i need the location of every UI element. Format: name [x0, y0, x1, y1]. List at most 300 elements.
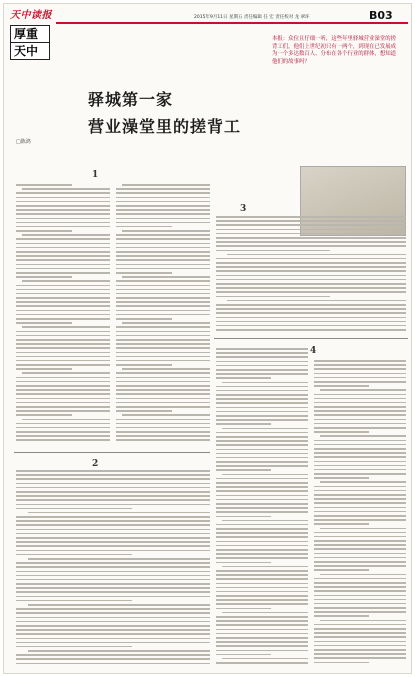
- text-line: [314, 645, 406, 647]
- text-line: [314, 540, 406, 542]
- text-line: [216, 633, 308, 635]
- text-line: [216, 461, 308, 463]
- text-line: [16, 381, 110, 383]
- text-line: [216, 637, 308, 639]
- text-line: [16, 625, 210, 627]
- text-line: [216, 419, 308, 421]
- text-line: [16, 646, 132, 648]
- text-line: [116, 402, 210, 404]
- text-line: [216, 528, 308, 530]
- text-line: [216, 369, 308, 371]
- text-line: [116, 360, 210, 362]
- text-line: [314, 548, 406, 550]
- text-line: [116, 377, 210, 379]
- text-line: [16, 654, 210, 656]
- text-line: [16, 322, 72, 324]
- text-line: [16, 339, 110, 341]
- text-line: [16, 393, 110, 395]
- text-line: [16, 343, 110, 345]
- text-line: [116, 293, 210, 295]
- article-dek: 本报：众位且仔细一听，这些年里驿城营业澡堂的搓背工们，他们上世纪初只有一两个，到现在已发展成为一个多达数百人、分布在各个行业的群体，想知道他们的故事吗？: [272, 36, 396, 65]
- text-line: [22, 234, 110, 236]
- text-line: [16, 550, 210, 552]
- text-line: [16, 377, 110, 379]
- text-line: [216, 536, 308, 538]
- text-line: [314, 448, 406, 450]
- text-line: [216, 453, 308, 455]
- text-line: [216, 495, 308, 497]
- text-line: [216, 258, 406, 260]
- text-line: [116, 389, 210, 391]
- text-line: [16, 554, 132, 556]
- text-line: [222, 474, 308, 476]
- text-line: [314, 377, 406, 379]
- text-line: [16, 524, 210, 526]
- text-line: [16, 431, 110, 433]
- text-line: [16, 310, 110, 312]
- text-line: [314, 360, 406, 362]
- text-line: [216, 250, 330, 252]
- headline-line-1: 驿城第一家: [88, 90, 174, 109]
- text-line: [314, 394, 406, 396]
- text-line: [216, 599, 308, 601]
- text-line: [314, 519, 406, 521]
- masthead: [10, 6, 52, 60]
- text-line: [216, 224, 406, 226]
- text-line: [116, 335, 210, 337]
- text-line: [216, 365, 308, 367]
- text-line: [16, 642, 210, 644]
- text-line: [16, 352, 110, 354]
- text-line: [314, 507, 406, 509]
- text-line: [116, 435, 210, 437]
- text-line: [16, 483, 210, 485]
- text-line: [216, 595, 308, 597]
- text-line: [116, 243, 210, 245]
- text-line: [216, 329, 406, 331]
- text-line: [116, 247, 210, 249]
- text-line: [314, 615, 369, 617]
- text-line: [116, 226, 172, 228]
- text-line: [216, 386, 308, 388]
- text-line: [116, 272, 172, 274]
- text-line: [16, 414, 72, 416]
- text-line: [22, 188, 110, 190]
- text-line: [227, 300, 406, 302]
- text-line: [16, 566, 210, 568]
- text-line: [16, 658, 210, 660]
- text-line: [216, 465, 308, 467]
- text-line: [216, 415, 308, 417]
- text-line: [216, 570, 308, 572]
- text-line: [116, 331, 210, 333]
- section-badge: [10, 25, 50, 60]
- text-line: [314, 364, 406, 366]
- text-line: [16, 545, 210, 547]
- text-line: [314, 586, 406, 588]
- text-line: [314, 385, 369, 387]
- text-line: [116, 205, 210, 207]
- text-line: [216, 308, 406, 310]
- text-line: [16, 621, 210, 623]
- text-line: [222, 382, 308, 384]
- text-line: [122, 322, 210, 324]
- text-line: [314, 486, 406, 488]
- text-line: [16, 591, 210, 593]
- text-line: [227, 254, 406, 256]
- text-line: [16, 439, 110, 441]
- text-column: [216, 216, 406, 334]
- text-line: [16, 289, 110, 291]
- text-line: [314, 532, 406, 534]
- text-line: [314, 477, 369, 479]
- text-line: [216, 482, 308, 484]
- text-line: [216, 245, 406, 247]
- text-line: [16, 633, 210, 635]
- text-line: [116, 398, 210, 400]
- text-column: [314, 360, 406, 670]
- text-line: [216, 457, 308, 459]
- text-line: [116, 318, 172, 320]
- text-line: [16, 230, 72, 232]
- text-line: [16, 247, 110, 249]
- text-line: [216, 486, 308, 488]
- text-line: [16, 356, 110, 358]
- text-line: [116, 255, 210, 257]
- text-line: [216, 608, 271, 610]
- text-line: [16, 499, 210, 501]
- text-line: [314, 427, 406, 429]
- text-line: [16, 533, 210, 535]
- text-line: [314, 490, 406, 492]
- text-line: [28, 558, 210, 560]
- text-line: [216, 662, 308, 664]
- text-line: [116, 372, 210, 374]
- text-line: [314, 599, 406, 601]
- text-line: [216, 398, 308, 400]
- text-line: [314, 649, 406, 651]
- text-line: [116, 326, 210, 328]
- text-line: [16, 410, 110, 412]
- text-line: [116, 423, 210, 425]
- text-line: [16, 571, 210, 573]
- text-line: [16, 255, 110, 257]
- text-line: [16, 259, 110, 261]
- text-line: [314, 473, 406, 475]
- text-line: [28, 604, 210, 606]
- text-line: [16, 305, 110, 307]
- text-line: [314, 557, 406, 559]
- text-line: [116, 264, 210, 266]
- text-line: [16, 301, 110, 303]
- text-line: [16, 238, 110, 240]
- text-line: [22, 419, 110, 421]
- text-line: [116, 310, 210, 312]
- text-line: [16, 516, 210, 518]
- text-line: [314, 368, 406, 370]
- text-line: [314, 498, 406, 500]
- text-line: [116, 419, 210, 421]
- text-line: [216, 394, 308, 396]
- text-line: [216, 524, 308, 526]
- text-line: [116, 201, 210, 203]
- text-line: [216, 233, 406, 235]
- text-line: [16, 663, 210, 665]
- text-line: [216, 411, 308, 413]
- text-line: [116, 393, 210, 395]
- text-line: [16, 331, 110, 333]
- text-line: [16, 218, 110, 220]
- text-line: [314, 632, 406, 634]
- text-line: [116, 192, 210, 194]
- text-line: [216, 296, 330, 298]
- text-line: [116, 356, 210, 358]
- text-line: [22, 280, 110, 282]
- text-line: [216, 279, 406, 281]
- text-line: [116, 238, 210, 240]
- text-line: [216, 654, 271, 656]
- text-line: [28, 512, 210, 514]
- text-line: [122, 230, 210, 232]
- text-line: [314, 431, 369, 433]
- text-line: [216, 624, 308, 626]
- text-line: [314, 653, 406, 655]
- text-line: [216, 620, 308, 622]
- text-line: [16, 184, 72, 186]
- newspaper-page: [3, 3, 412, 674]
- text-line: [16, 487, 210, 489]
- text-line: [222, 520, 308, 522]
- text-line: [314, 582, 406, 584]
- text-line: [16, 268, 110, 270]
- text-line: [314, 603, 406, 605]
- text-line: [216, 373, 308, 375]
- text-line: [314, 465, 406, 467]
- text-line: [116, 188, 210, 190]
- text-line: [116, 218, 210, 220]
- text-line: [314, 398, 406, 400]
- text-line: [16, 364, 110, 366]
- text-line: [216, 390, 308, 392]
- text-line: [16, 209, 110, 211]
- text-line: [216, 650, 308, 652]
- text-line: [16, 520, 210, 522]
- text-line: [216, 574, 308, 576]
- text-line: [216, 361, 308, 363]
- text-line: [16, 575, 210, 577]
- text-line: [314, 414, 406, 416]
- text-line: [314, 561, 406, 563]
- text-line: [222, 566, 308, 568]
- text-line: [216, 532, 308, 534]
- text-line: [16, 192, 110, 194]
- text-line: [16, 508, 132, 510]
- text-line: [16, 389, 110, 391]
- text-line: [320, 620, 406, 622]
- text-line: [216, 545, 308, 547]
- text-line: [116, 385, 210, 387]
- text-line: [116, 285, 210, 287]
- text-line: [216, 262, 406, 264]
- text-line: [314, 511, 406, 513]
- text-line: [16, 222, 110, 224]
- text-line: [216, 541, 308, 543]
- text-line: [216, 511, 308, 513]
- text-line: [122, 276, 210, 278]
- text-line: [314, 423, 406, 425]
- text-line: [216, 553, 308, 555]
- text-line: [320, 389, 406, 391]
- text-line: [116, 347, 210, 349]
- text-line: [216, 321, 406, 323]
- text-line: [16, 541, 210, 543]
- text-line: [16, 293, 110, 295]
- text-line: [116, 410, 172, 412]
- text-line: [16, 435, 110, 437]
- headline-line-2: 营业澡堂里的搓背工: [88, 117, 242, 136]
- text-line: [216, 270, 406, 272]
- text-line: [16, 385, 110, 387]
- text-line: [116, 280, 210, 282]
- text-line: [314, 536, 406, 538]
- text-line: [16, 587, 210, 589]
- text-line: [16, 201, 110, 203]
- text-line: [216, 423, 271, 425]
- text-line: [216, 499, 308, 501]
- text-line: [216, 283, 406, 285]
- text-line: [216, 312, 406, 314]
- section-number-2: 2: [92, 459, 99, 469]
- section-number-4: 4: [310, 346, 317, 356]
- text-line: [314, 569, 369, 571]
- text-line: [314, 406, 406, 408]
- text-line: [216, 578, 308, 580]
- text-line: [216, 562, 271, 564]
- text-line: [216, 507, 308, 509]
- section-label-1: 厚重: [11, 26, 49, 43]
- text-line: [16, 205, 110, 207]
- text-line: [116, 289, 210, 291]
- section-number-1: 1: [92, 170, 99, 180]
- text-line: [216, 629, 308, 631]
- text-line: [16, 491, 210, 493]
- header-rule: [56, 22, 408, 24]
- text-line: [314, 373, 406, 375]
- page-number: B03: [369, 9, 393, 22]
- divider-rule: [214, 338, 408, 339]
- text-line: [216, 275, 406, 277]
- text-line: [16, 579, 210, 581]
- text-line: [116, 314, 210, 316]
- text-line: [16, 638, 210, 640]
- text-line: [22, 372, 110, 374]
- text-line: [216, 516, 271, 518]
- text-line: [314, 553, 406, 555]
- text-line: [320, 574, 406, 576]
- text-line: [216, 348, 308, 350]
- text-line: [116, 222, 210, 224]
- text-line: [216, 356, 308, 358]
- text-line: [216, 490, 308, 492]
- text-line: [116, 406, 210, 408]
- text-line: [16, 583, 210, 585]
- text-line: [16, 495, 210, 497]
- text-line: [16, 562, 210, 564]
- text-line: [116, 305, 210, 307]
- article-headline: [88, 87, 268, 137]
- text-line: [116, 209, 210, 211]
- byline: □陈鸿: [16, 139, 31, 145]
- text-line: [216, 603, 308, 605]
- text-line: [216, 436, 308, 438]
- text-line: [16, 347, 110, 349]
- text-line: [216, 325, 406, 327]
- text-line: [16, 504, 210, 506]
- text-column: [216, 348, 308, 670]
- text-line: [314, 641, 406, 643]
- text-line: [216, 237, 406, 239]
- text-line: [16, 474, 210, 476]
- text-line: [314, 410, 406, 412]
- text-line: [216, 216, 406, 218]
- text-line: [22, 326, 110, 328]
- text-line: [16, 629, 210, 631]
- text-line: [16, 285, 110, 287]
- text-line: [216, 478, 308, 480]
- text-line: [216, 291, 406, 293]
- text-line: [216, 402, 308, 404]
- text-line: [16, 427, 110, 429]
- issue-info: 2015年9月11日 星期五 责任编辑 任 宏 责任校对 龙 翠环: [194, 15, 310, 20]
- text-line: [116, 197, 210, 199]
- text-line: [122, 414, 210, 416]
- text-line: [320, 528, 406, 530]
- text-line: [216, 432, 308, 434]
- text-column: [16, 470, 210, 670]
- text-line: [116, 364, 172, 366]
- text-line: [16, 226, 110, 228]
- text-line: [16, 617, 210, 619]
- text-line: [216, 591, 308, 593]
- text-line: [216, 549, 308, 551]
- text-line: [320, 435, 406, 437]
- text-line: [314, 523, 369, 525]
- section-label-2: 天中: [14, 44, 39, 58]
- text-line: [16, 406, 110, 408]
- text-line: [16, 423, 110, 425]
- text-column: [16, 184, 110, 446]
- text-line: [314, 502, 406, 504]
- text-line: [216, 449, 308, 451]
- text-column: [116, 184, 210, 446]
- text-line: [16, 272, 110, 274]
- text-line: [216, 469, 271, 471]
- text-line: [314, 657, 406, 659]
- text-line: [16, 398, 110, 400]
- text-line: [314, 456, 406, 458]
- text-line: [314, 402, 406, 404]
- text-line: [116, 431, 210, 433]
- text-line: [314, 578, 406, 580]
- text-line: [16, 314, 110, 316]
- text-line: [314, 624, 406, 626]
- text-line: [16, 360, 110, 362]
- text-line: [216, 616, 308, 618]
- text-line: [216, 229, 406, 231]
- text-line: [216, 352, 308, 354]
- text-line: [116, 339, 210, 341]
- text-line: [314, 636, 406, 638]
